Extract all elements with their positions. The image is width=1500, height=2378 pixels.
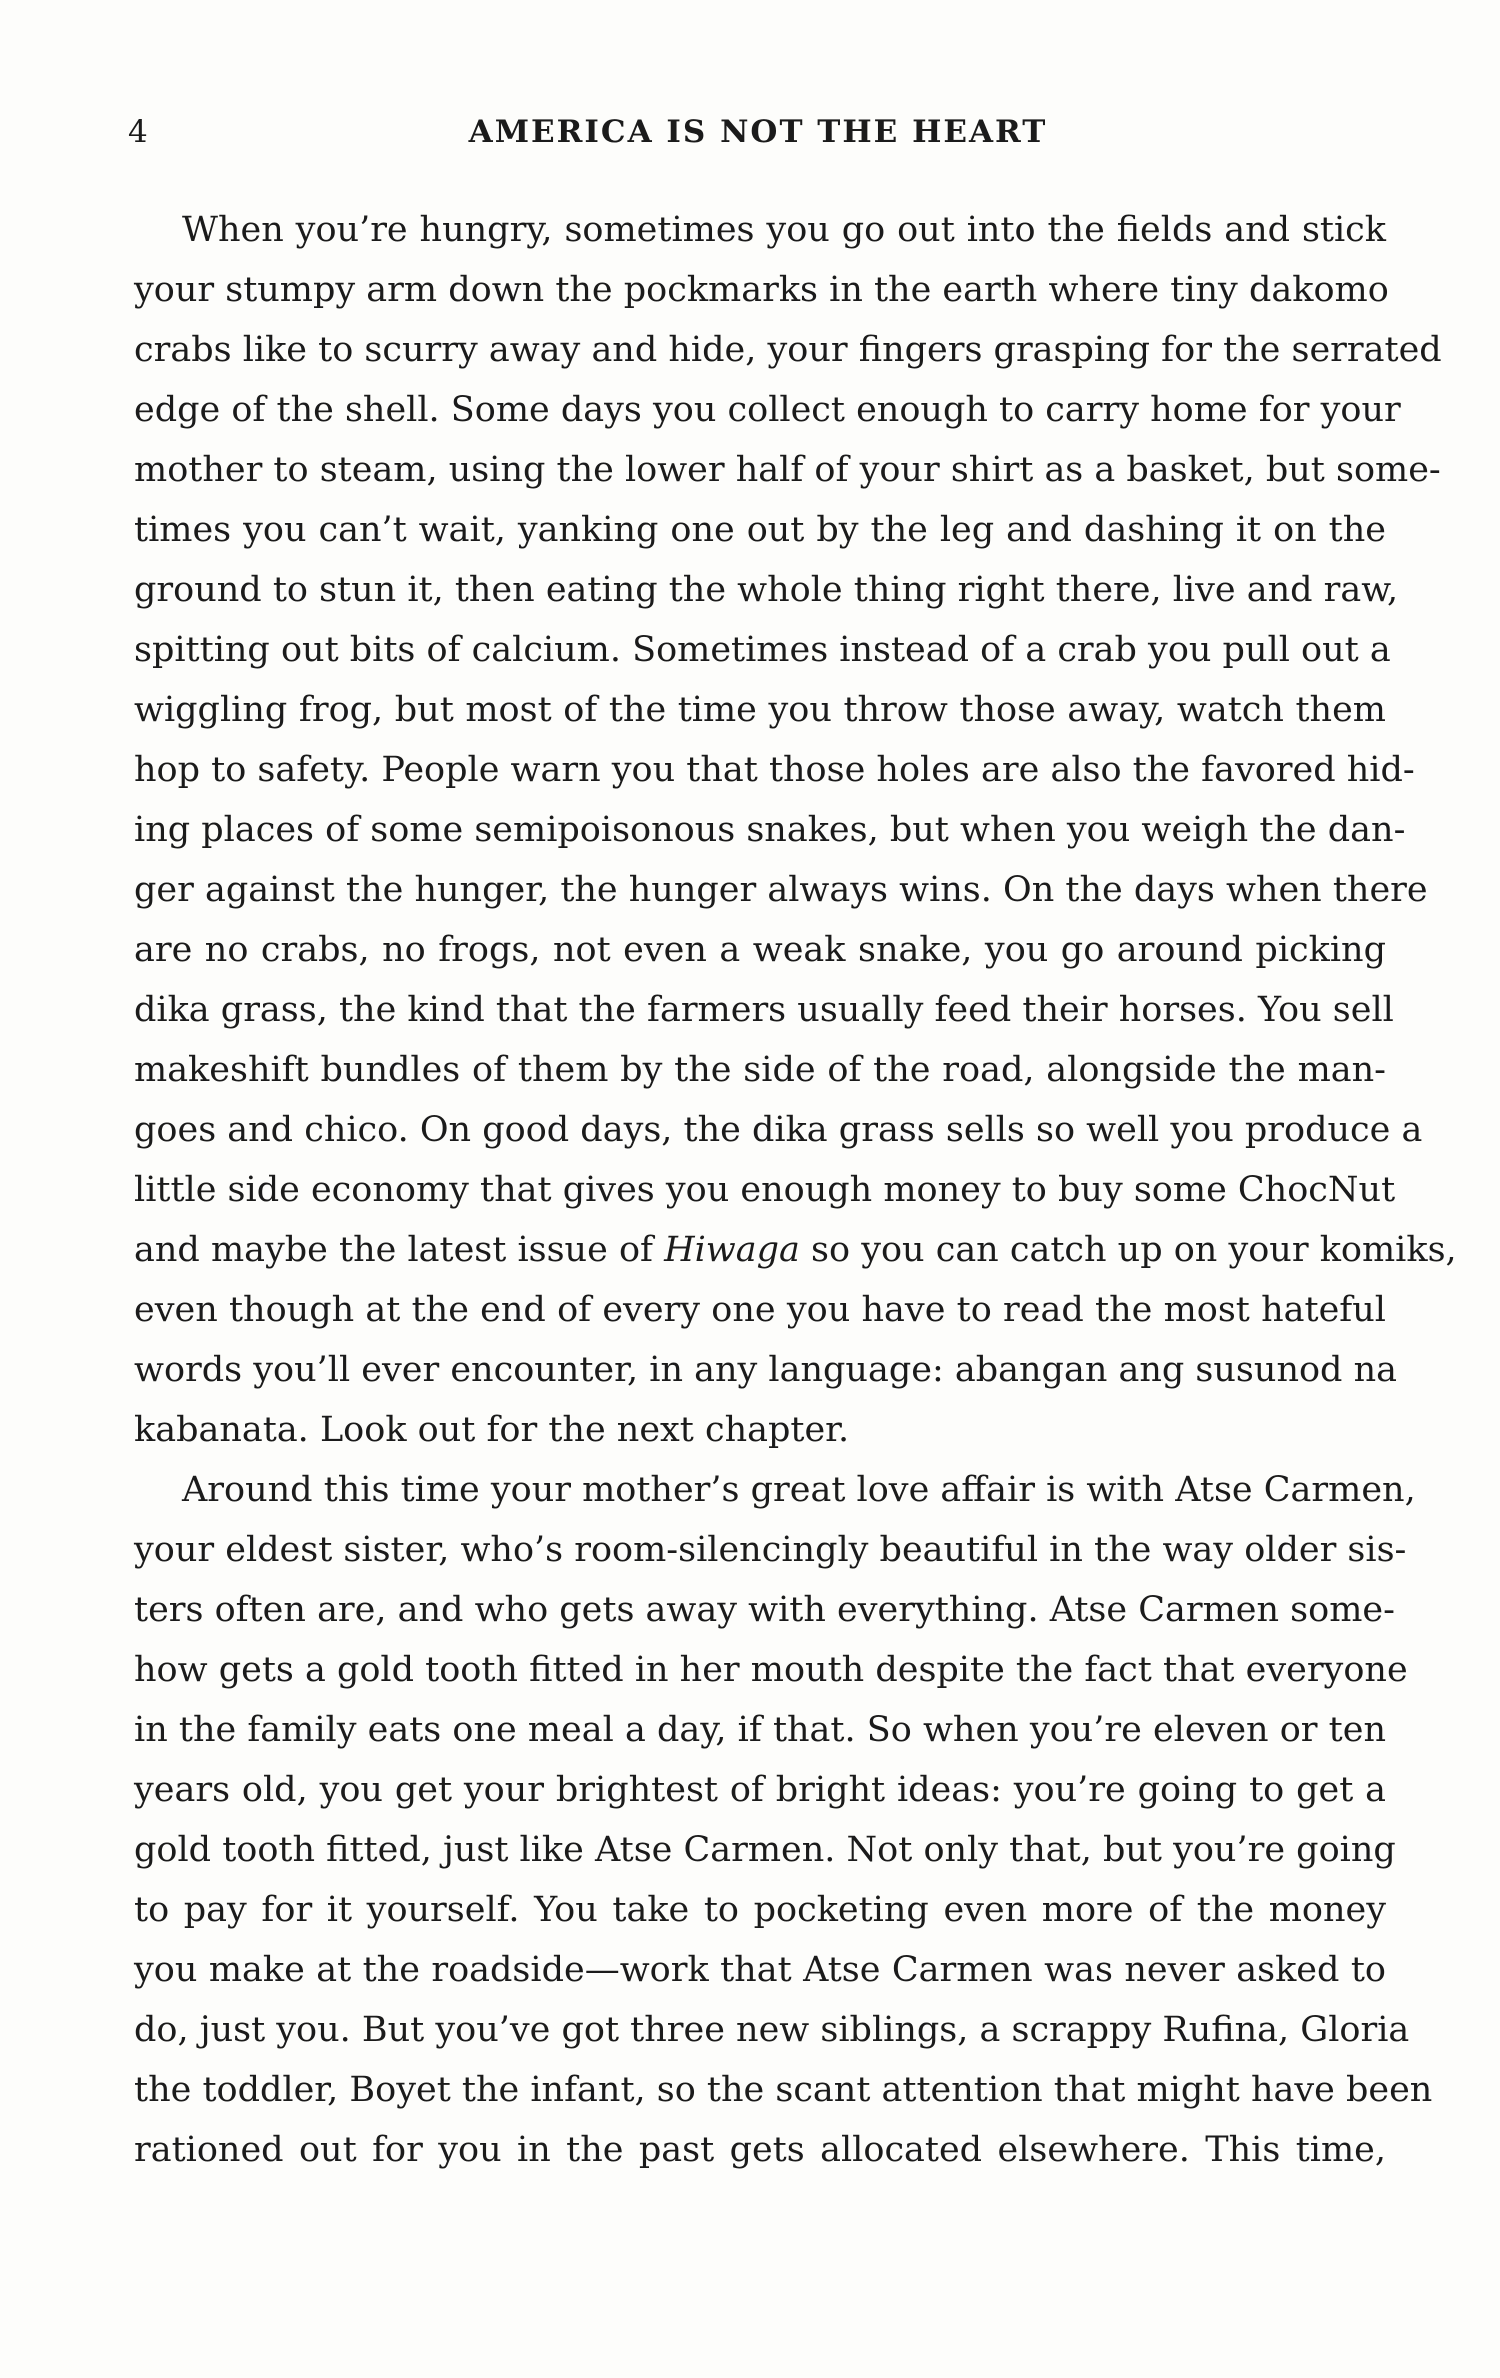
text-line xyxy=(134,1220,1457,1280)
text-fragment: and maybe the latest issue of xyxy=(134,1230,665,1270)
text-line: even though at the end of every one you have to read the most hateful xyxy=(134,1290,1386,1330)
text-line: crabs like to scurry away and hide, your fingers grasping for the serrated xyxy=(134,330,1442,370)
text-line: hop to safety. People warn you that those holes are also the favored hid- xyxy=(134,750,1415,790)
text-line: When you’re hungry, sometimes you go out into the fields and stick xyxy=(182,210,1386,250)
text-line: ground to stun it, then eating the whole thing right there, live and raw, xyxy=(134,570,1399,610)
text-line: your stumpy arm down the pockmarks in the earth where tiny dakomo xyxy=(134,270,1389,310)
text-line: times you can’t wait, yanking one out by the leg and dashing it on the xyxy=(134,510,1386,550)
text-line: in the family eats one meal a day, if that. So when you’re eleven or ten xyxy=(134,1710,1386,1750)
text-line: makeshift bundles of them by the side of the road, alongside the man- xyxy=(134,1050,1386,1090)
text-line: spitting out bits of calcium. Sometimes instead of a crab you pull out a xyxy=(134,630,1391,670)
page-number: 4 xyxy=(128,114,148,150)
text-line: years old, you get your brightest of bright ideas: you’re going to get a xyxy=(134,1770,1386,1810)
text-fragment: so you can catch up on your komiks, xyxy=(799,1230,1457,1270)
text-line: the toddler, Boyet the infant, so the scant attention that might have been xyxy=(134,2070,1433,2110)
text-line: words you’ll ever encounter, in any language: abangan ang susunod na xyxy=(134,1350,1397,1390)
text-line: how gets a gold tooth fitted in her mouth despite the fact that everyone xyxy=(134,1650,1408,1690)
text-line: you make at the roadside—work that Atse Carmen was never asked to xyxy=(134,1950,1386,1990)
text-line: gold tooth fitted, just like Atse Carmen. Not only that, but you’re going xyxy=(134,1830,1396,1870)
text-line: kabanata. Look out for the next chapter. xyxy=(134,1410,850,1450)
text-line: edge of the shell. Some days you collect enough to carry home for your xyxy=(134,390,1401,430)
text-line: rationed out for you in the past gets allocated elsewhere. This time, xyxy=(134,2130,1386,2170)
body-text xyxy=(134,200,1457,2180)
text-line: dika grass, the kind that the farmers usually feed their horses. You sell xyxy=(134,990,1394,1030)
running-title: AMERICA IS NOT THE HEART xyxy=(468,114,1048,150)
text-line: ters often are, and who gets away with everything. Atse Carmen some- xyxy=(134,1590,1395,1630)
text-line: are no crabs, no frogs, not even a weak snake, you go around picking xyxy=(134,930,1386,970)
text-line: do, just you. But you’ve got three new siblings, a scrappy Rufina, Gloria xyxy=(134,2010,1410,2050)
running-head xyxy=(128,112,1388,152)
magazine-title: Hiwaga xyxy=(664,1230,800,1270)
text-line: wiggling frog, but most of the time you throw those away, watch them xyxy=(134,690,1386,730)
text-line: mother to steam, using the lower half of your shirt as a basket, but some- xyxy=(134,450,1441,490)
text-line: to pay for it yourself. You take to pocketing even more of the money xyxy=(134,1890,1386,1930)
text-line: ger against the hunger, the hunger always wins. On the days when there xyxy=(134,870,1428,910)
text-line: little side economy that gives you enough money to buy some ChocNut xyxy=(134,1170,1396,1210)
text-line: ing places of some semipoisonous snakes, but when you weigh the dan- xyxy=(134,810,1406,850)
text-line: your eldest sister, who’s room-silencingly beautiful in the way older sis- xyxy=(134,1530,1407,1570)
text-line: goes and chico. On good days, the dika grass sells so well you produce a xyxy=(134,1110,1423,1150)
text-line: Around this time your mother’s great love affair is with Atse Carmen, xyxy=(182,1470,1416,1510)
